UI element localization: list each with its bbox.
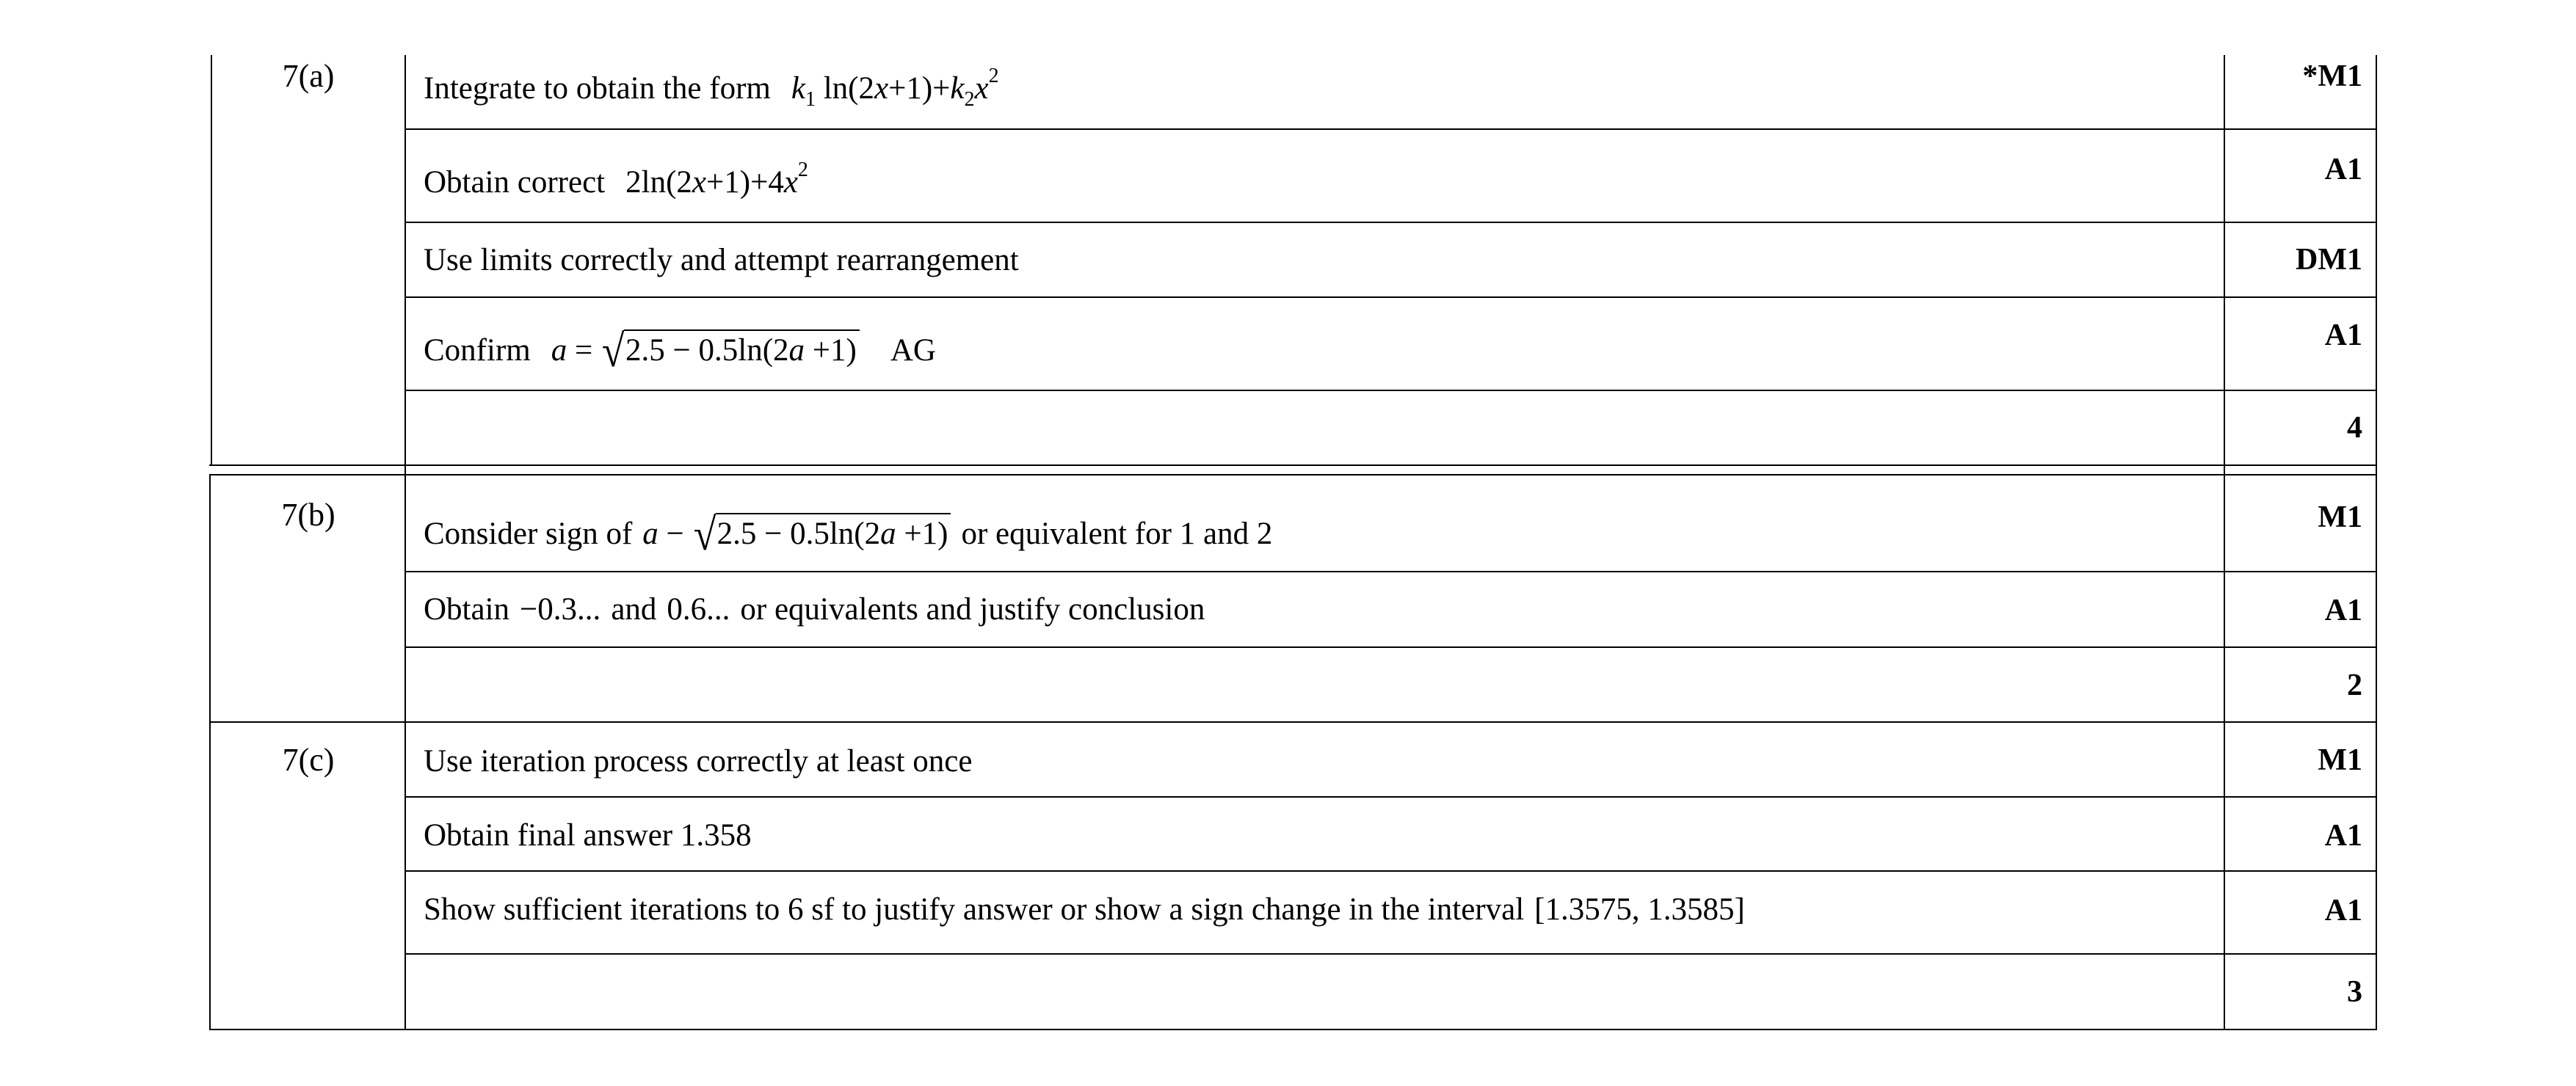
row-text: Confirm	[424, 333, 531, 368]
mark-7c-2: A1	[2324, 819, 2362, 853]
formula: $k_1$ $\ln(2x+1)+k_2x^2$	[791, 65, 999, 111]
row-text: Use limits correctly and attempt rearrangement	[424, 243, 1019, 277]
row-divider	[404, 222, 2377, 223]
section-divider	[209, 721, 2377, 723]
row-text-suffix: or equivalent for 1 and 2	[961, 517, 1273, 551]
row-text: Obtain	[424, 592, 510, 627]
row-text: Show sufficient iterations to 6 sf to justify answer or show a sign change in the interval	[424, 892, 1525, 927]
table-border-right	[2376, 55, 2377, 1030]
table-border-left-bc	[209, 474, 211, 1030]
table-border-bottom	[209, 1029, 2377, 1030]
interval: [1.3575, 1.3585]	[1534, 892, 1745, 927]
mark-7a-3: DM1	[2296, 243, 2362, 277]
row-text: Obtain correct	[424, 165, 606, 200]
row-divider	[404, 128, 2377, 130]
row-text: Consider sign of	[424, 517, 633, 551]
row-7b-2	[424, 591, 1205, 627]
mark-7a-1: *M1	[2302, 59, 2362, 93]
row-divider	[404, 296, 2377, 298]
label-column-divider	[404, 55, 406, 1030]
row-7a-2	[424, 158, 808, 200]
question-label-7c: 7(c)	[282, 742, 335, 778]
question-label-7a: 7(a)	[282, 58, 335, 94]
section-divider	[209, 464, 2377, 466]
formula: a = √ 2.5 − 0.5ln(2a +1)	[551, 323, 860, 368]
section-divider	[209, 474, 2377, 475]
row-divider	[404, 390, 2377, 391]
formula: a − √ 2.5 − 0.5ln(2a +1)	[642, 506, 951, 552]
row-text-suffix: AG	[890, 333, 936, 368]
total-7c: 3	[2347, 975, 2362, 1009]
row-divider	[404, 571, 2377, 572]
question-label-7b: 7(b)	[281, 497, 335, 533]
table-border-left-a	[211, 55, 212, 466]
total-7a: 4	[2347, 411, 2362, 445]
value: −0.3...	[520, 592, 601, 627]
row-7a-1	[424, 65, 999, 112]
mark-7b-2: A1	[2324, 594, 2362, 627]
row-text-suffix: or equivalents and justify conclusion	[740, 592, 1205, 627]
row-divider	[404, 870, 2377, 872]
row-text: Use iteration process correctly at least once	[424, 744, 973, 779]
mark-7b-1: M1	[2318, 500, 2362, 534]
row-7b-1	[424, 506, 1273, 560]
mark-7c-3: A1	[2324, 894, 2362, 928]
row-divider	[404, 796, 2377, 798]
total-7b: 2	[2347, 668, 2362, 702]
formula: $2\ln(2x+1)+4x^2$	[625, 158, 808, 200]
mark-7a-4: A1	[2324, 318, 2362, 352]
mark-7c-1: M1	[2318, 743, 2362, 777]
row-7c-1	[424, 743, 972, 779]
mark-column-divider	[2224, 55, 2225, 1030]
row-text: Obtain final answer 1.358	[424, 818, 752, 853]
row-7c-2	[424, 817, 752, 853]
row-text: and	[611, 592, 657, 627]
mark-7a-2: A1	[2324, 153, 2362, 186]
row-7c-3	[424, 892, 1745, 928]
row-7a-4	[424, 323, 936, 376]
row-divider	[404, 646, 2377, 648]
row-text: Integrate to obtain the form	[424, 71, 771, 106]
row-divider	[404, 953, 2377, 955]
value: 0.6...	[667, 592, 730, 627]
row-7a-3	[424, 242, 1019, 278]
